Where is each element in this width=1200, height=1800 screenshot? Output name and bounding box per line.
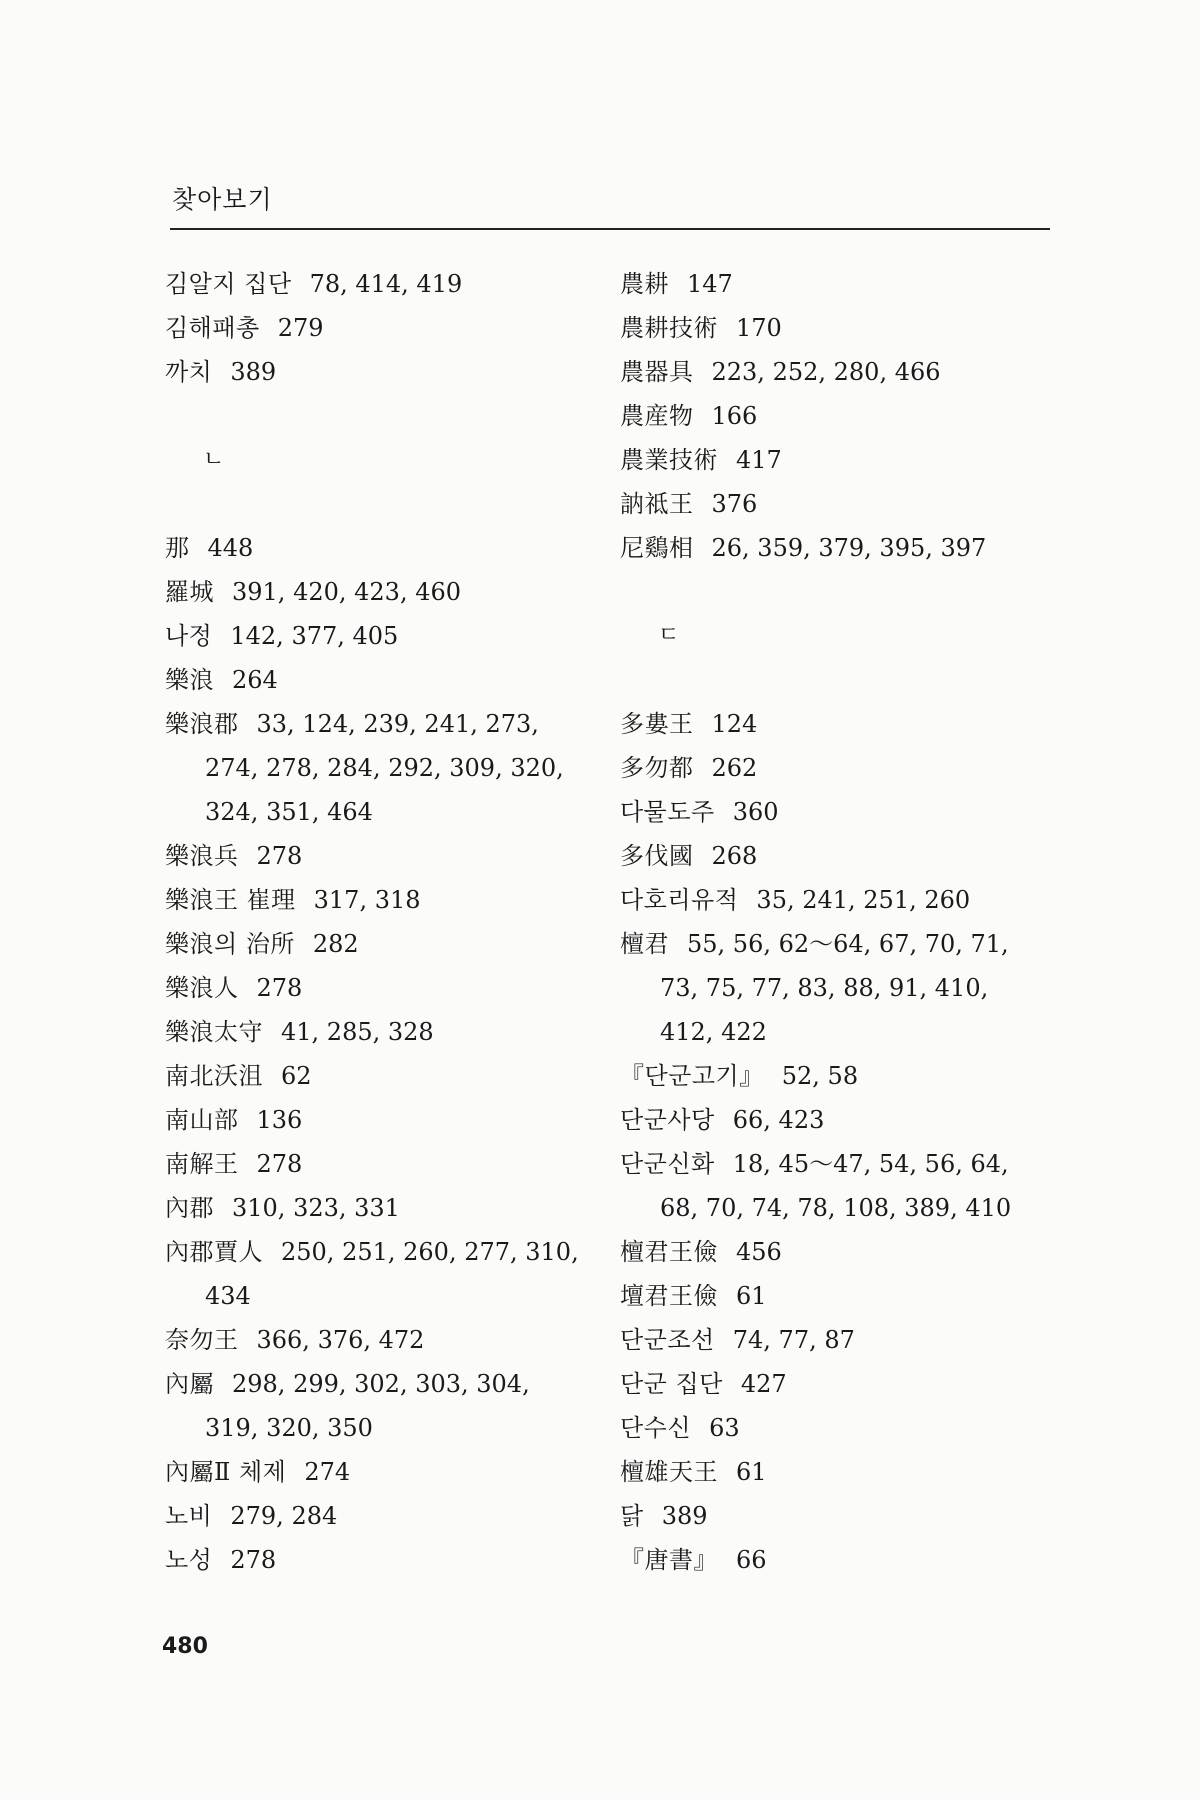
entry-term: 노비 xyxy=(165,1502,213,1530)
index-entry xyxy=(165,614,585,658)
entry-pages: 278 xyxy=(256,842,303,870)
entry-term: 단군 집단 xyxy=(620,1370,723,1398)
entry-pages: 412, 422 xyxy=(660,1018,767,1046)
entry-term: 多伐國 xyxy=(620,842,694,870)
index-entry xyxy=(620,1054,1040,1098)
index-entry xyxy=(165,1142,585,1186)
entry-pages: 319, 320, 350 xyxy=(205,1414,373,1442)
entry-pages: 282 xyxy=(312,930,359,958)
index-column-right xyxy=(620,262,1040,1582)
entry-term: 다물도주 xyxy=(620,798,715,826)
entry-term: 內屬Ⅱ 체제 xyxy=(165,1458,287,1486)
entry-pages: 73, 75, 77, 83, 88, 91, 410, xyxy=(660,974,989,1002)
entry-pages: 33, 124, 239, 241, 273, xyxy=(256,710,539,738)
index-entry xyxy=(620,306,1040,350)
index-entry xyxy=(620,1142,1040,1186)
entry-term: 김알지 집단 xyxy=(165,270,292,298)
index-entry xyxy=(165,306,585,350)
entry-pages: 147 xyxy=(687,270,733,298)
index-entry-continuation xyxy=(165,1406,585,1450)
entry-term: 農耕 xyxy=(620,270,669,298)
index-entry-continuation xyxy=(165,1274,585,1318)
entry-term: 內郡賈人 xyxy=(165,1238,263,1266)
entry-pages: 427 xyxy=(740,1370,787,1398)
header-rule xyxy=(170,228,1050,230)
index-entry xyxy=(165,1230,585,1274)
entry-pages: 35, 241, 251, 260 xyxy=(756,886,971,914)
entry-term: 壇君王儉 xyxy=(620,1282,718,1310)
index-entry xyxy=(165,1186,585,1230)
entry-term: 農耕技術 xyxy=(620,314,718,342)
entry-pages: 61 xyxy=(736,1282,767,1310)
index-entry xyxy=(165,1538,585,1582)
entry-pages: 278 xyxy=(256,974,303,1002)
entry-term: 南北沃沮 xyxy=(165,1062,263,1090)
index-entry xyxy=(620,834,1040,878)
entry-term: 단군신화 xyxy=(620,1150,715,1178)
entry-term: 羅城 xyxy=(165,578,214,606)
entry-term: 까치 xyxy=(165,358,213,386)
entry-term: 訥祗王 xyxy=(620,490,694,518)
entry-pages: 324, 351, 464 xyxy=(205,798,373,826)
index-entry xyxy=(620,1538,1040,1582)
entry-pages: 55, 56, 62～64, 67, 70, 71, xyxy=(687,930,1009,958)
index-entry xyxy=(620,922,1040,966)
entry-pages: 52, 58 xyxy=(781,1062,859,1090)
entry-term: 『단군고기』 xyxy=(620,1062,764,1090)
entry-pages: 124 xyxy=(711,710,758,738)
index-entry xyxy=(620,746,1040,790)
entry-pages: 417 xyxy=(736,446,782,474)
section-spacer xyxy=(165,482,585,526)
index-entry xyxy=(620,1274,1040,1318)
entry-term: 農産物 xyxy=(620,402,694,430)
page-title: 찾아보기 xyxy=(172,185,273,214)
entry-pages: 61 xyxy=(736,1458,767,1486)
entry-term: 단군사당 xyxy=(620,1106,715,1134)
entry-pages: 63 xyxy=(709,1414,740,1442)
section-heading: ㄷ xyxy=(658,623,680,648)
index-entry xyxy=(165,262,585,306)
entry-pages: 389 xyxy=(230,358,277,386)
entry-pages: 170 xyxy=(736,314,782,342)
entry-pages: 317, 318 xyxy=(313,886,421,914)
entry-pages: 434 xyxy=(205,1282,251,1310)
index-entry xyxy=(620,1362,1040,1406)
entry-term: 樂浪人 xyxy=(165,974,239,1002)
index-entry xyxy=(620,1098,1040,1142)
index-entry xyxy=(620,1494,1040,1538)
entry-term: 단군조선 xyxy=(620,1326,715,1354)
entry-pages: 66, 423 xyxy=(732,1106,825,1134)
index-entry xyxy=(165,570,585,614)
entry-term: 奈勿王 xyxy=(165,1326,239,1354)
entry-pages: 26, 359, 379, 395, 397 xyxy=(711,534,987,562)
index-entry xyxy=(165,834,585,878)
entry-term: 檀君王儉 xyxy=(620,1238,718,1266)
index-entry-continuation xyxy=(165,746,585,790)
entry-pages: 41, 285, 328 xyxy=(281,1018,434,1046)
entry-term: 尼鷄相 xyxy=(620,534,694,562)
index-entry xyxy=(620,482,1040,526)
index-entry xyxy=(620,878,1040,922)
entry-term: 樂浪太守 xyxy=(165,1018,263,1046)
entry-pages: 78, 414, 419 xyxy=(309,270,463,298)
index-entry xyxy=(620,1230,1040,1274)
entry-pages: 448 xyxy=(207,534,254,562)
index-entry-continuation xyxy=(620,966,1040,1010)
entry-pages: 274, 278, 284, 292, 309, 320, xyxy=(205,754,564,782)
entry-pages: 274 xyxy=(304,1458,351,1486)
entry-pages: 456 xyxy=(736,1238,782,1266)
index-entry xyxy=(620,1450,1040,1494)
index-entry xyxy=(620,702,1040,746)
index-entry xyxy=(620,350,1040,394)
section-spacer xyxy=(620,658,1040,702)
entry-term: 南山部 xyxy=(165,1106,239,1134)
entry-pages: 250, 251, 260, 277, 310, xyxy=(281,1238,579,1266)
entry-term: 樂浪王 崔理 xyxy=(165,886,296,914)
entry-pages: 376 xyxy=(711,490,758,518)
index-entry xyxy=(165,702,585,746)
entry-pages: 166 xyxy=(711,402,758,430)
index-entry xyxy=(620,790,1040,834)
section-spacer xyxy=(620,570,1040,614)
index-entry xyxy=(165,1318,585,1362)
index-entry xyxy=(165,1054,585,1098)
index-entry xyxy=(165,658,585,702)
entry-term: 닭 xyxy=(620,1502,644,1530)
entry-pages: 366, 376, 472 xyxy=(256,1326,425,1354)
entry-pages: 279 xyxy=(277,314,324,342)
entry-term: 南解王 xyxy=(165,1150,239,1178)
entry-term: 김해패총 xyxy=(165,314,260,342)
entry-term: 樂浪兵 xyxy=(165,842,239,870)
index-entry xyxy=(165,1010,585,1054)
entry-pages: 278 xyxy=(256,1150,303,1178)
index-entry-continuation xyxy=(620,1186,1040,1230)
entry-term: 노성 xyxy=(165,1546,213,1574)
page-header xyxy=(170,180,1050,238)
entry-pages: 391, 420, 423, 460 xyxy=(232,578,462,606)
entry-pages: 310, 323, 331 xyxy=(232,1194,400,1222)
index-entry xyxy=(620,526,1040,570)
entry-term: 檀君 xyxy=(620,930,669,958)
entry-term: 樂浪의 治所 xyxy=(165,930,295,958)
index-entry xyxy=(620,262,1040,306)
index-entry xyxy=(620,438,1040,482)
entry-term: 나정 xyxy=(165,622,213,650)
index-entry xyxy=(620,1318,1040,1362)
entry-term: 多勿都 xyxy=(620,754,694,782)
entry-pages: 278 xyxy=(230,1546,277,1574)
entry-term: 단수신 xyxy=(620,1414,692,1442)
entry-term: 農業技術 xyxy=(620,446,718,474)
entry-term: 『唐書』 xyxy=(620,1546,718,1574)
entry-pages: 268 xyxy=(711,842,758,870)
index-entry-continuation xyxy=(620,1010,1040,1054)
entry-pages: 223, 252, 280, 466 xyxy=(711,358,941,386)
entry-term: 樂浪 xyxy=(165,666,214,694)
index-entry xyxy=(620,1406,1040,1450)
entry-pages: 360 xyxy=(732,798,779,826)
entry-pages: 136 xyxy=(256,1106,303,1134)
entry-term: 農器具 xyxy=(620,358,694,386)
entry-term: 那 xyxy=(165,534,190,562)
entry-pages: 298, 299, 302, 303, 304, xyxy=(232,1370,530,1398)
entry-pages: 264 xyxy=(232,666,278,694)
index-entry xyxy=(620,394,1040,438)
index-entry xyxy=(165,1494,585,1538)
entry-term: 檀雄天王 xyxy=(620,1458,718,1486)
section-spacer xyxy=(165,394,585,438)
entry-pages: 262 xyxy=(711,754,758,782)
entry-pages: 279, 284 xyxy=(230,1502,338,1530)
index-column-left xyxy=(165,262,585,1582)
entry-pages: 389 xyxy=(661,1502,708,1530)
entry-term: 內屬 xyxy=(165,1370,214,1398)
section-heading: ㄴ xyxy=(203,447,225,472)
index-entry xyxy=(165,526,585,570)
index-entry xyxy=(165,1362,585,1406)
entry-pages: 142, 377, 405 xyxy=(230,622,399,650)
index-entry xyxy=(165,350,585,394)
index-entry xyxy=(165,966,585,1010)
entry-term: 다호리유적 xyxy=(620,886,739,914)
entry-pages: 66 xyxy=(736,1546,767,1574)
entry-pages: 74, 77, 87 xyxy=(732,1326,855,1354)
entry-pages: 18, 45～47, 54, 56, 64, xyxy=(732,1150,1009,1178)
index-entry xyxy=(165,878,585,922)
entry-term: 多婁王 xyxy=(620,710,694,738)
index-entry xyxy=(165,922,585,966)
entry-pages: 62 xyxy=(281,1062,312,1090)
index-entry xyxy=(165,1450,585,1494)
entry-pages: 68, 70, 74, 78, 108, 389, 410 xyxy=(660,1194,1012,1222)
index-entry-continuation xyxy=(165,790,585,834)
page-number: 480 xyxy=(162,1634,208,1659)
entry-term: 內郡 xyxy=(165,1194,214,1222)
index-entry xyxy=(165,1098,585,1142)
entry-term: 樂浪郡 xyxy=(165,710,239,738)
